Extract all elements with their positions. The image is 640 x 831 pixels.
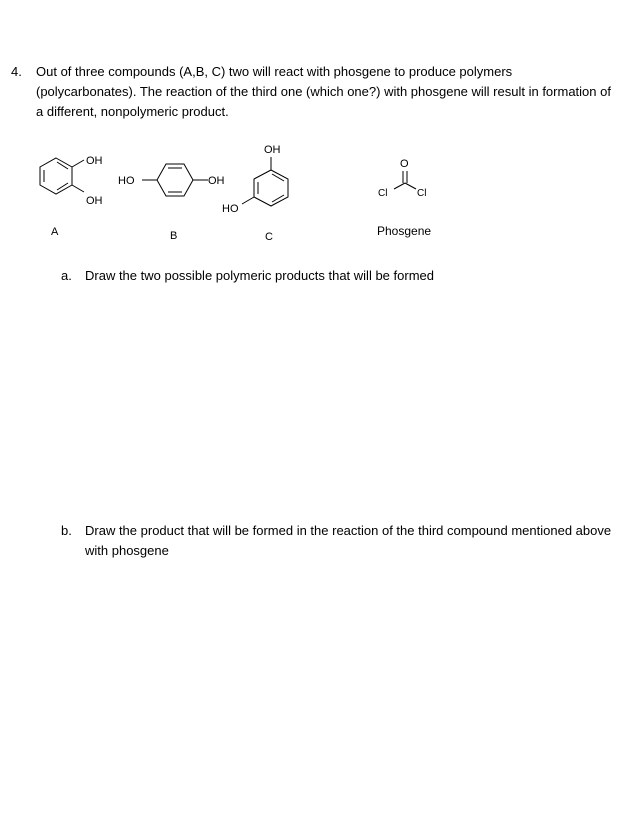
- compound-c-ho-bottom: HO: [222, 203, 239, 215]
- part-b-text: Draw the product that will be formed in the reaction of the third compound mentioned above with phosgene: [85, 523, 612, 558]
- question-text: Out of three compounds (A,B, C) two will react with phosgene to produce polymers (polycarbonates). The reaction of the third one (which one?) with phosgene will result in formation of a different, nonpolymeric product.: [36, 64, 611, 119]
- compound-b-oh-right: OH: [208, 175, 225, 187]
- compound-b-structure: [142, 164, 208, 196]
- compound-c-structure: [242, 157, 288, 206]
- part-a-letter: a.: [61, 268, 72, 283]
- compound-c-oh-top: OH: [264, 144, 281, 156]
- structures-svg: [0, 140, 640, 250]
- compound-a-oh-top: OH: [86, 155, 103, 167]
- phosgene-cl-right: Cl: [417, 188, 427, 199]
- phosgene-cl-left: Cl: [378, 188, 388, 199]
- part-a-text: Draw the two possible polymeric products that will be formed: [85, 268, 434, 283]
- compound-a-structure: [40, 158, 84, 194]
- compound-c-label: C: [265, 231, 273, 243]
- compound-b-label: B: [170, 230, 178, 242]
- part-b-letter: b.: [61, 523, 72, 538]
- phosgene-o: O: [400, 158, 409, 170]
- compound-b-ho-left: HO: [118, 175, 135, 187]
- question-number: 4.: [11, 64, 22, 79]
- phosgene-structure: [394, 171, 416, 189]
- chemical-structures: [0, 140, 640, 250]
- phosgene-label: Phosgene: [377, 224, 432, 238]
- compound-a-oh-bottom: OH: [86, 195, 103, 207]
- compound-a-label: A: [51, 226, 59, 238]
